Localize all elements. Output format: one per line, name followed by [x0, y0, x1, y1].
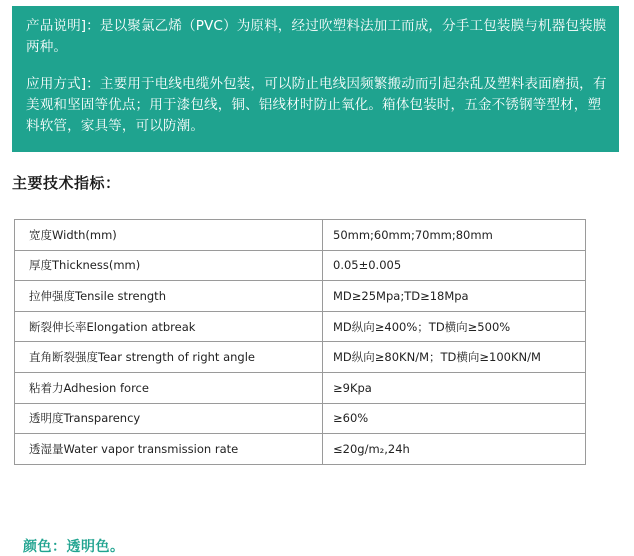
spec-value: 50mm;60mm;70mm;80mm	[323, 220, 586, 251]
table-row	[15, 372, 586, 403]
specs-table	[14, 219, 586, 465]
product-intro-box	[12, 6, 619, 152]
spec-value: MD纵向≥80KN/M；TD横向≥100KN/M	[323, 342, 586, 373]
table-row	[15, 220, 586, 251]
spec-value: ≤20g/m₂,24h	[323, 434, 586, 465]
spec-property: 拉伸强度Tensile strength	[15, 281, 323, 312]
table-row	[15, 250, 586, 281]
table-row	[15, 403, 586, 434]
spec-property: 透明度Transparency	[15, 403, 323, 434]
spec-property: 宽度Width(mm)	[15, 220, 323, 251]
table-row	[15, 342, 586, 373]
spec-property: 直角断裂强度Tear strength of right angle	[15, 342, 323, 373]
spec-value: ≥60%	[323, 403, 586, 434]
spec-property: 断裂伸长率Elongation atbreak	[15, 311, 323, 342]
spec-value: MD≥25Mpa;TD≥18Mpa	[323, 281, 586, 312]
product-description: 产品说明]：是以聚氯乙烯（PVC）为原料，经过吹塑料法加工而成，分手工包装膜与机器包装膜两种。	[26, 18, 607, 55]
spec-property: 透湿量Water vapor transmission rate	[15, 434, 323, 465]
table-row	[15, 281, 586, 312]
table-row	[15, 311, 586, 342]
spec-value: MD纵向≥400%；TD横向≥500%	[323, 311, 586, 342]
color-note: 颜色：透明色。	[23, 539, 125, 555]
spec-property: 粘着力Adhesion force	[15, 372, 323, 403]
spec-value: 0.05±0.005	[323, 250, 586, 281]
specs-title: 主要技术指标：	[12, 174, 121, 192]
table-row	[15, 434, 586, 465]
spec-value: ≥9Kpa	[323, 372, 586, 403]
application-description: 应用方式]：主要用于电线电缆外包装，可以防止电线因频繁搬动而引起杂乱及塑料表面磨损，有美观和坚固等优点；用于漆包线，铜、铝线材时防止氧化。箱体包装时，五金不锈钢等型材，塑料软管，家具等，可以防潮。	[26, 76, 607, 134]
spec-property: 厚度Thickness(mm)	[15, 250, 323, 281]
